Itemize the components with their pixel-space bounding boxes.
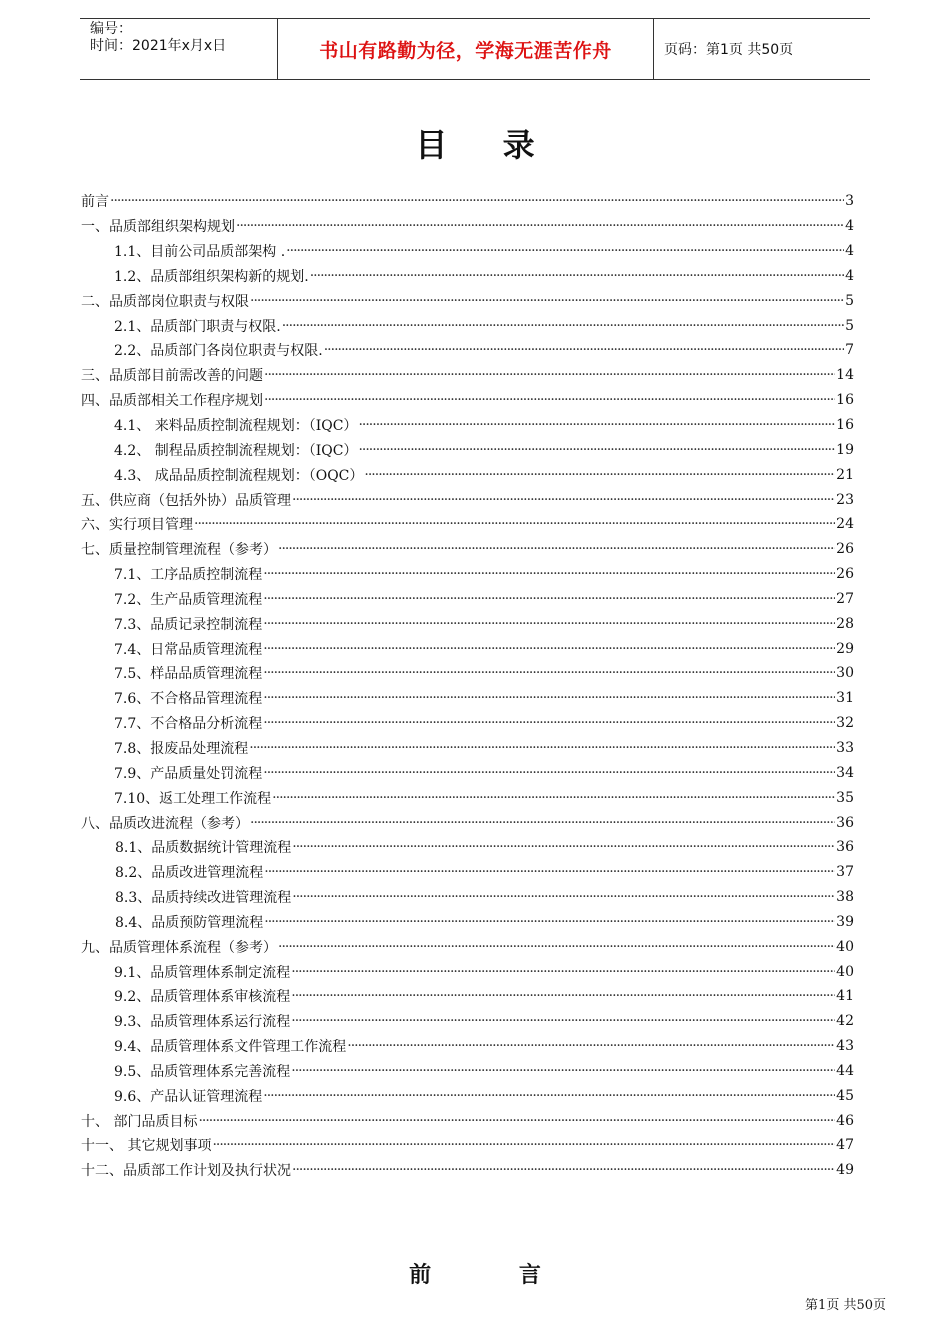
toc-entry[interactable] [81, 984, 854, 1009]
toc-entry-label: 9.1、品质管理体系制定流程 [114, 964, 291, 981]
toc-entry[interactable] [81, 587, 854, 612]
toc-dot-leader [212, 1137, 835, 1153]
toc-entry[interactable] [81, 239, 854, 264]
toc-dot-leader [291, 964, 835, 980]
toc-entry-page: 7 [845, 342, 854, 359]
toc-dot-leader [292, 1162, 835, 1178]
toc-entry-label: 9.3、品质管理体系运行流程 [114, 1014, 291, 1031]
toc-entry-label: 五、供应商（包括外协）品质管理 [81, 492, 291, 509]
toc-entry-page: 4 [845, 218, 854, 235]
toc-entry-label: 7.7、不合格品分析流程 [114, 716, 263, 733]
toc-entry-page: 21 [836, 466, 854, 483]
toc-entry-label: 十二、品质部工作计划及执行状况 [81, 1163, 291, 1180]
toc-entry-page: 4 [845, 243, 854, 260]
toc-entry[interactable] [81, 711, 854, 736]
preface-heading: 前 言 [409, 1262, 581, 1288]
toc-entry-label: 2.2、品质部门各岗位职责与权限. [114, 343, 323, 360]
toc-entry[interactable] [81, 388, 854, 413]
toc-entry[interactable] [81, 611, 854, 636]
toc-entry-page: 40 [836, 963, 854, 980]
toc-entry-page: 26 [836, 541, 854, 558]
toc-dot-leader [263, 1088, 835, 1104]
toc-entry[interactable] [81, 785, 854, 810]
toc-entry-page: 44 [836, 1062, 854, 1079]
toc-entry-page: 23 [836, 491, 854, 508]
toc-entry-page: 30 [836, 665, 854, 682]
toc-dot-leader [278, 541, 835, 557]
toc-dot-leader [292, 492, 835, 508]
toc-entry[interactable] [81, 264, 854, 289]
toc-entry-page: 36 [836, 839, 854, 856]
page-footer: 第1页 共50页 [805, 1298, 886, 1313]
toc-entry-label: 8.3、品质持续改进管理流程 [115, 890, 292, 907]
toc-entry-label: 九、品质管理体系流程（参考） [81, 939, 277, 956]
toc-entry-label: 8.4、品质预防管理流程 [115, 914, 264, 931]
toc-entry[interactable] [81, 1083, 854, 1108]
toc-dot-leader [358, 417, 835, 433]
toc-dot-leader [263, 665, 835, 681]
toc-entry-label: 8.2、品质改进管理流程 [115, 865, 264, 882]
toc-dot-leader [249, 740, 835, 756]
toc-dot-leader [263, 641, 835, 657]
toc-dot-leader [291, 1063, 835, 1079]
toc-entry[interactable] [81, 313, 854, 338]
toc-entry-label: 7.5、样品品质管理流程 [114, 666, 263, 683]
toc-entry-label: 9.2、品质管理体系审核流程 [114, 989, 291, 1006]
toc-dot-leader [292, 889, 835, 905]
toc-entry-label: 4.3、 成品品质控制流程规划：（OQC） [114, 467, 364, 484]
toc-dot-leader [310, 268, 844, 284]
toc-entry-page: 24 [836, 516, 854, 533]
toc-entry[interactable] [81, 934, 854, 959]
toc-entry-page: 31 [836, 690, 854, 707]
toc-entry-page: 19 [836, 441, 854, 458]
toc-entry-label: 十一、 其它规划事项 [81, 1138, 212, 1155]
toc-dot-leader [358, 442, 835, 458]
toc-dot-leader [263, 765, 835, 781]
toc-entry-page: 42 [836, 1013, 854, 1030]
toc-entry-page: 5 [845, 292, 854, 309]
toc-entry-page: 41 [836, 988, 854, 1005]
toc-entry-page: 33 [836, 739, 854, 756]
toc-entry-page: 49 [836, 1162, 854, 1179]
toc-entry-label: 4.2、 制程品质控制流程规划：（IQC） [114, 442, 358, 459]
toc-dot-leader [264, 367, 835, 383]
toc-dot-leader [278, 939, 835, 955]
toc-entry-label: 9.6、产品认证管理流程 [114, 1088, 263, 1105]
toc-entry-page: 16 [836, 417, 854, 434]
toc-entry-page: 27 [836, 590, 854, 607]
toc-entry[interactable] [81, 462, 854, 487]
toc-entry[interactable] [81, 909, 854, 934]
toc-entry-label: 7.2、生产品质管理流程 [114, 591, 263, 608]
toc-entry[interactable] [81, 189, 854, 214]
toc-entry-page: 29 [836, 640, 854, 657]
toc-entry-label: 八、品质改进流程（参考） [81, 815, 249, 832]
toc-entry[interactable] [81, 736, 854, 761]
toc-entry-label: 三、品质部目前需改善的问题 [81, 368, 263, 385]
toc-entry-label: 7.6、不合格品管理流程 [114, 691, 263, 708]
toc-dot-leader [272, 790, 835, 806]
toc-entry-page: 3 [845, 193, 854, 210]
toc-entry[interactable] [81, 537, 854, 562]
toc-dot-leader [250, 293, 844, 309]
header-page-info: 页码：第1页 共50页 [664, 42, 794, 58]
toc-dot-leader [263, 715, 835, 731]
toc-entry-label: 7.3、品质记录控制流程 [114, 616, 263, 633]
toc-entry[interactable] [81, 636, 854, 661]
toc-dot-leader [194, 516, 835, 532]
toc-entry[interactable] [81, 562, 854, 587]
toc-dot-leader [263, 690, 835, 706]
toc-entry[interactable] [81, 512, 854, 537]
toc-entry-label: 7.10、返工处理工作流程 [114, 790, 272, 807]
toc-entry[interactable] [81, 959, 854, 984]
toc-dot-leader [236, 218, 844, 234]
toc-entry-label: 7.9、产品质量处罚流程 [114, 765, 263, 782]
toc-entry-label: 四、品质部相关工作程序规划 [81, 393, 263, 410]
toc-entry-label: 一、品质部组织架构规划 [81, 219, 235, 236]
toc-entry-page: 40 [836, 938, 854, 955]
toc-dot-leader [292, 839, 835, 855]
toc-entry-page: 35 [836, 789, 854, 806]
toc-dot-leader [198, 1113, 835, 1129]
toc-entry-page: 37 [836, 864, 854, 881]
toc-dot-leader [282, 318, 844, 334]
toc-entry[interactable] [81, 835, 854, 860]
toc-title: 目 录 [415, 126, 557, 164]
header-meta [80, 19, 278, 79]
toc-dot-leader [263, 591, 835, 607]
toc-entry[interactable] [81, 338, 854, 363]
toc-dot-leader [286, 243, 844, 259]
toc-entry-label: 1.2、品质部组织架构新的规划. [114, 268, 309, 285]
doc-number: 编号： [90, 21, 132, 37]
toc-entry[interactable] [81, 214, 854, 239]
toc-dot-leader [250, 815, 835, 831]
toc-entry-label: 1.1、目前公司品质部架构 . [114, 244, 286, 261]
toc-entry-label: 9.4、品质管理体系文件管理工作流程 [114, 1039, 347, 1056]
toc-dot-leader [263, 616, 835, 632]
toc-entry-label: 十、 部门品质目标 [81, 1113, 198, 1130]
toc-dot-leader [291, 988, 835, 1004]
toc-entry[interactable] [81, 885, 854, 910]
toc-dot-leader [291, 1013, 835, 1029]
toc-entry[interactable] [81, 1108, 854, 1133]
toc-dot-leader [347, 1038, 835, 1054]
toc-entry-label: 七、质量控制管理流程（参考） [81, 542, 277, 559]
toc-entry-page: 14 [836, 367, 854, 384]
toc-entry-page: 26 [836, 566, 854, 583]
toc-entry-page: 5 [845, 317, 854, 334]
toc-entry[interactable] [81, 413, 854, 438]
toc-entry-page: 4 [845, 267, 854, 284]
toc-entry-label: 二、品质部岗位职责与权限 [81, 293, 249, 310]
toc-entry-label: 9.5、品质管理体系完善流程 [114, 1063, 291, 1080]
toc-entry[interactable] [81, 288, 854, 313]
toc-entry[interactable] [81, 363, 854, 388]
toc-dot-leader [263, 566, 835, 582]
toc-entry-page: 16 [836, 392, 854, 409]
doc-date: 时间：2021年x月x日 [90, 38, 227, 54]
toc-entry-page: 28 [836, 615, 854, 632]
toc-entry[interactable] [81, 810, 854, 835]
toc-entry-label: 7.4、日常品质管理流程 [114, 641, 263, 658]
toc-dot-leader [264, 864, 835, 880]
table-of-contents [81, 189, 854, 1183]
toc-entry-page: 36 [836, 814, 854, 831]
page-header [80, 18, 870, 80]
toc-entry[interactable] [81, 1034, 854, 1059]
toc-dot-leader [264, 392, 835, 408]
toc-entry[interactable] [81, 1009, 854, 1034]
toc-entry-page: 39 [836, 913, 854, 930]
header-motto: 书山有路勤为径，学海无涯苦作舟 [278, 19, 654, 79]
toc-entry-page: 38 [836, 889, 854, 906]
toc-entry-page: 34 [836, 764, 854, 781]
toc-entry[interactable] [81, 487, 854, 512]
toc-entry-label: 2.1、品质部门职责与权限. [114, 318, 281, 335]
toc-entry-label: 六、实行项目管理 [81, 517, 193, 534]
toc-entry[interactable] [81, 860, 854, 885]
toc-entry-label: 8.1、品质数据统计管理流程 [115, 840, 292, 857]
toc-entry-page: 46 [836, 1112, 854, 1129]
toc-entry-label: 7.8、报废品处理流程 [114, 740, 249, 757]
toc-entry-page: 47 [836, 1137, 854, 1154]
toc-entry-page: 32 [836, 715, 854, 732]
toc-entry[interactable] [81, 760, 854, 785]
toc-entry-page: 45 [836, 1087, 854, 1104]
toc-entry-label: 4.1、 来料品质控制流程规划：（IQC） [114, 418, 358, 435]
toc-dot-leader [324, 342, 844, 358]
toc-entry-label: 前言 [81, 194, 109, 211]
toc-entry[interactable] [81, 437, 854, 462]
toc-dot-leader [264, 914, 835, 930]
toc-entry[interactable] [81, 686, 854, 711]
toc-dot-leader [364, 467, 835, 483]
toc-entry[interactable] [81, 661, 854, 686]
toc-entry[interactable] [81, 1059, 854, 1084]
toc-dot-leader [110, 193, 844, 209]
toc-entry-page: 43 [836, 1038, 854, 1055]
toc-entry[interactable] [81, 1133, 854, 1158]
toc-entry-label: 7.1、工序品质控制流程 [114, 567, 263, 584]
toc-entry[interactable] [81, 1158, 854, 1183]
